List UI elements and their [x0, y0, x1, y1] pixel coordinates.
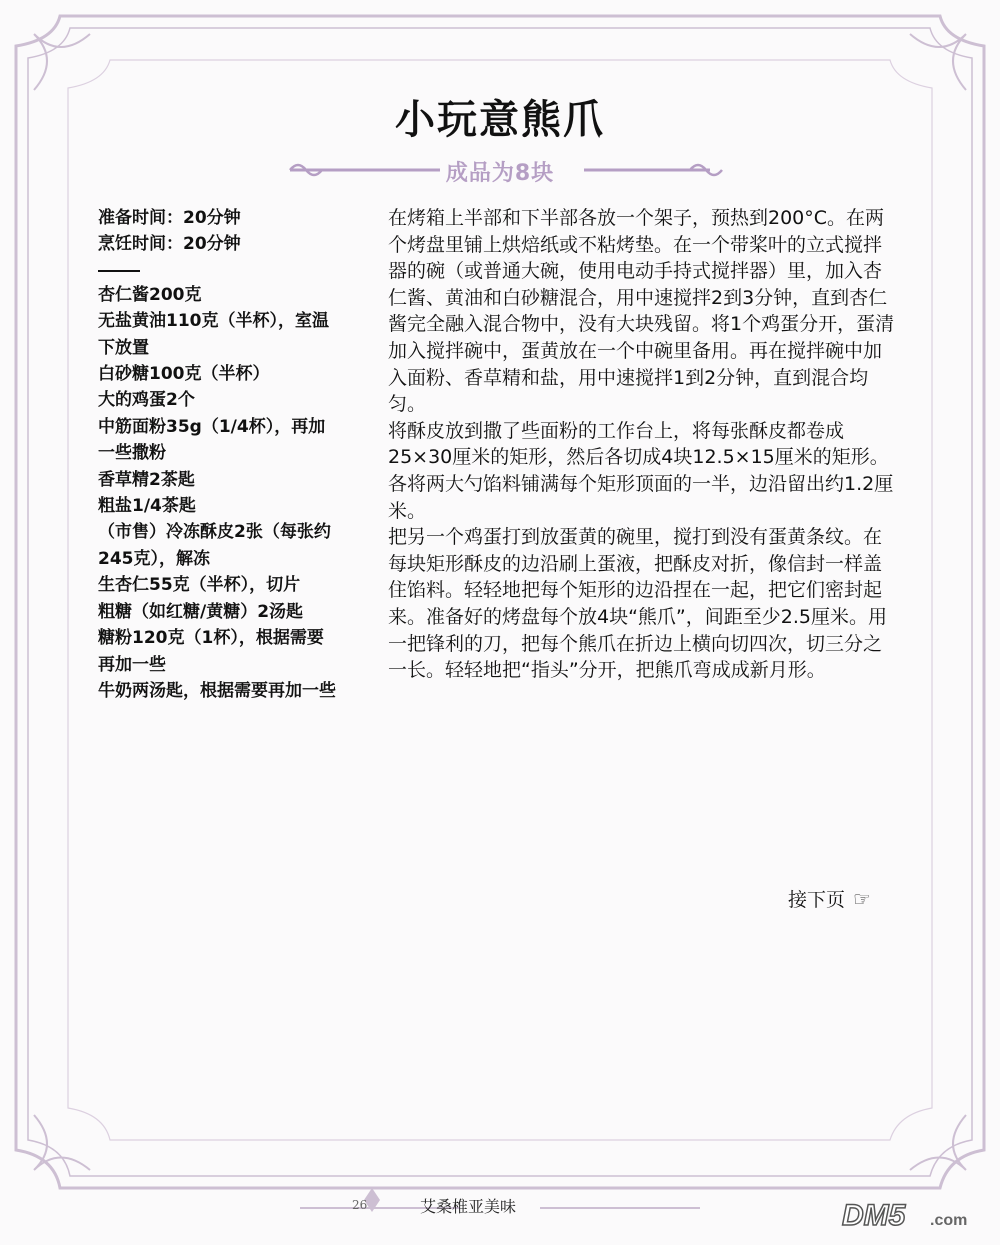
method-text — [388, 205, 900, 684]
ingredient-item: 中筋面粉35g（1/4杯），再加一些撒粉 — [98, 416, 326, 464]
book-title: 艾桑椎亚美味 — [420, 1197, 517, 1216]
page-number: 26 — [352, 1198, 368, 1212]
method-step: 在烤箱上半部和下半部各放一个架子，预热到200°C。在两个烤盘里铺上烘焙纸或不粘烤垫。在一个带桨叶的立式搅拌器的碗（或普通大碗，使用电动手持式搅拌器）里，加入杏仁酱、黄油和白砂糖混合，用中速搅拌2到3分钟，直到杏仁酱完全融入混合物中，没有大块残留。将1个鸡蛋分开，蛋清加入搅拌碗中，蛋黄放在一个中碗里备用。再在搅拌碗中加入面粉、香草精和盐，用中速搅拌1到2分钟，直到混合均匀。 — [388, 207, 895, 416]
pointing-hand-icon: ☞ — [853, 886, 871, 911]
watermark-logo — [838, 1195, 988, 1235]
cook-time: 烹饪时间：20分钟 — [98, 234, 241, 255]
separator — [98, 256, 338, 272]
next-page-link[interactable] — [788, 885, 871, 912]
ingredient-item: 香草精2茶匙 — [98, 469, 195, 490]
ingredient-item: 白砂糖100克（半杯） — [98, 364, 270, 385]
ingredient-item: 牛奶两汤匙，根据需要再加一些 — [98, 680, 336, 701]
ingredient-item: 粗糖（如红糖/黄糖）2汤匙 — [98, 601, 304, 622]
ingredient-item: 粗盐1/4茶匙 — [98, 496, 196, 517]
method-step: 把另一个鸡蛋打到放蛋黄的碗里，搅打到没有蛋黄条纹。在每块矩形酥皮的边沿刷上蛋液，把酥皮对折，像信封一样盖住馅料。轻轻地把每个矩形的边沿捏在一起，把它们密封起来。准备好的烤盘每个放4块“熊爪”，间距至少2.5厘米。用一把锋利的刀，把每个熊爪在折边上横向切四次，切三分之一长。轻轻地把“指头”分开，把熊爪弯成成新月形。 — [388, 526, 887, 682]
method-step: 将酥皮放到撒了些面粉的工作台上，将每张酥皮都卷成25×30厘米的矩形，然后各切成4块12.5×15厘米的矩形。各将两大勺馅料铺满每个矩形顶面的一半，边沿留出约1.2厘米。 — [388, 419, 894, 522]
ingredient-item: 生杏仁55克（半杯），切片 — [98, 575, 301, 596]
recipe-title: 小玩意熊爪 — [395, 97, 605, 143]
ingredient-item: 大的鸡蛋2个 — [98, 390, 195, 411]
svg-text:DM5: DM5 — [842, 1199, 906, 1232]
prep-time: 准备时间：20分钟 — [98, 208, 241, 228]
yield-banner — [0, 148, 1000, 192]
recipe-yield: 成品为8块 — [445, 161, 555, 186]
ingredient-item: 无盐黄油110克（半杯），室温下放置 — [98, 311, 329, 358]
ingredient-item: 糖粉120克（1杯），根据需要再加一些 — [98, 628, 324, 675]
ingredient-list — [98, 205, 338, 704]
ingredient-item: 杏仁酱200克 — [98, 284, 202, 305]
ingredient-item: （市售）冷冻酥皮2张（每张约245克），解冻 — [98, 522, 331, 569]
next-page-label: 接下页 — [788, 889, 846, 911]
svg-text:.com: .com — [930, 1212, 968, 1229]
